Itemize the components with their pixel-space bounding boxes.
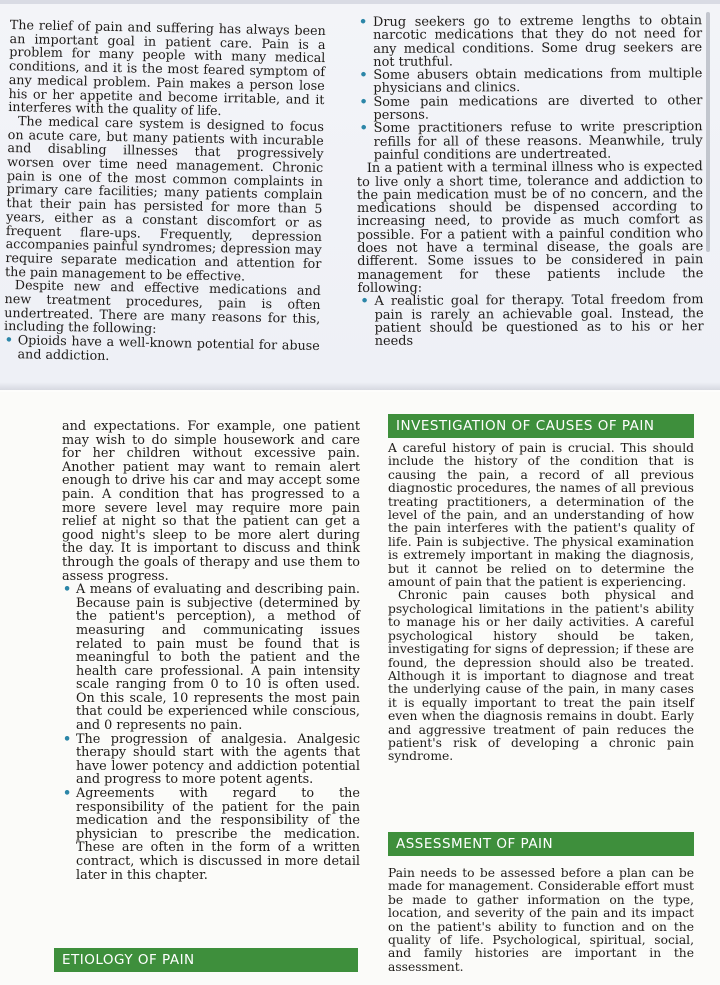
section-heading-etiology: ETIOLOGY OF PAIN [54, 948, 358, 972]
section-heading-assessment: ASSESSMENT OF PAIN [388, 832, 694, 856]
bullet-item: • Some practitioners refuse to write prescription refills for all of these reasons. Meanwhile, truly painful conditions are undertreated. [357, 121, 703, 163]
top-left-column [3, 18, 326, 367]
investigation-section [388, 442, 694, 764]
bullet-item: • Agreements with regard to the responsibility of the patient for the pain medication and the responsibility of the physician to prescribe the medication. These are often in the form of a written contract, which is discussed in more detail later in this chapter. [62, 787, 360, 882]
bullet-list [3, 333, 319, 366]
assessment-section [388, 867, 694, 974]
paragraph: A careful history of pain is crucial. This should include the history of the condition that is causing the pain, a record of all previous diagnostic procedures, the names of all previous treating practitioners, a determination of the level of the pain, and an understanding of how the pain interferes with the patient's quality of life. Pain is subjective. The physical examination is extremely important in making the diagnosis, but it cannot be relied on to determine the amount of pain that the patient is experiencing. [388, 441, 694, 590]
bullet-item: • Some pain medications are diverted to other persons. [356, 94, 702, 122]
bullet-list [356, 14, 703, 162]
bullet-item: • A realistic goal for therapy. Total freedom from pain is rarely an achievable goal. Instead, the patient should be questioned as to his or her needs [357, 293, 703, 348]
top-page-photo [0, 0, 720, 390]
bullet-list [357, 293, 703, 348]
bottom-left-column [62, 420, 360, 882]
top-right-column [356, 14, 704, 348]
paragraph: Pain needs to be assessed before a plan can be made for management. Considerable effort must be made to gather information on the type, location, and severity of the pain and its impact on the patient's ability to function and on the quality of life. Psychological, spiritual, social, and family histories are important in the assessment. [388, 866, 694, 974]
paragraph: Chronic pain causes both physical and psychological limitations in the patient's ability to manage his or her daily activities. A careful psychological history should be taken, investigating for signs of depression; if these are found, the depression should also be treated. Although it is important to diagnose and treat the underlying cause of the pain, in many cases it is equally important to treat the pain itself even when the diagnosis remains in doubt. Early and aggressive treatment of pain reduces the patient's risk of developing a chronic pain syndrome. [388, 588, 694, 764]
paragraph: Despite new and effective medications and new treatment procedures, pain is often undertreated. There are many reasons for this, including the following: [3, 277, 321, 337]
bullet-item: • Some abusers obtain medications from multiple physicians and clinics. [356, 67, 702, 95]
section-heading-investigation: INVESTIGATION OF CAUSES OF PAIN [388, 414, 694, 438]
bullet-list [62, 583, 360, 882]
paragraph: In a patient with a terminal illness who is expected to live only a short time, tolerance and addiction to the pain medication must be of no concern, and the medications should be dispensed according to increasing need, to provide as much comfort as possible. For a patient with a painful condition who does not have a terminal disease, the goals are different. Some issues to be considered in pain management for these patients include the following: [356, 159, 704, 296]
paragraph: The medical care system is designed to focus on acute care, but many patients with incurable and disabling illnesses that progressively worsen over time need management. Chronic pain is one of the most common complaints in primary care facilities; many patients complain that their pain has persisted for more than 5 years, either as a constant discomfort or as frequent flare-ups. Frequently, depression accompanies painful syndromes; depression may require separate medication and attention for the pain management to be effective. [4, 113, 325, 284]
bullet-item: • The progression of analgesia. Analgesic therapy should start with the agents that have lower potency and addiction potential and progress to more potent agents. [62, 733, 360, 787]
bottom-page-photo [0, 392, 720, 985]
paragraph: and expectations. For example, one patient may wish to do simple housework and care for her children without excessive pain. Another patient may want to remain alert enough to drive his car and may accept some pain. A condition that has progressed to a more severe level may require more pain relief at night so that the patient can get a good night's sleep to be more alert during the day. It is important to discuss and think through the goals of therapy and use them to assess progress. [62, 419, 360, 584]
bullet-item: • Drug seekers go to extreme lengths to obtain narcotic medications that they do not need for any medical conditions. Some drug seekers are not truthful. [356, 14, 702, 69]
paragraph: The relief of pain and suffering has always been an important goal in patient care. Pain is a problem for many people with many medical conditions, and it is the most feared symptom of any medical problem. Pain makes a person lose his or her appetite and become irritable, and it interferes with the quality of life. [8, 17, 326, 119]
bullet-item: • A means of evaluating and describing pain. Because pain is subjective (determined by the patient's perception), a method of measuring and communicating issues related to pain must be found that is meaningful to both the patient and the health care professional. A pain intensity scale ranging from 0 to 10 is often used. On this scale, 10 represents the most pain that could be experienced while conscious, and 0 represents no pain. [62, 583, 360, 733]
scrollbar[interactable] [706, 12, 710, 252]
bullet-item: • Opioids have a well-known potential for abuse and addiction. [3, 333, 319, 366]
